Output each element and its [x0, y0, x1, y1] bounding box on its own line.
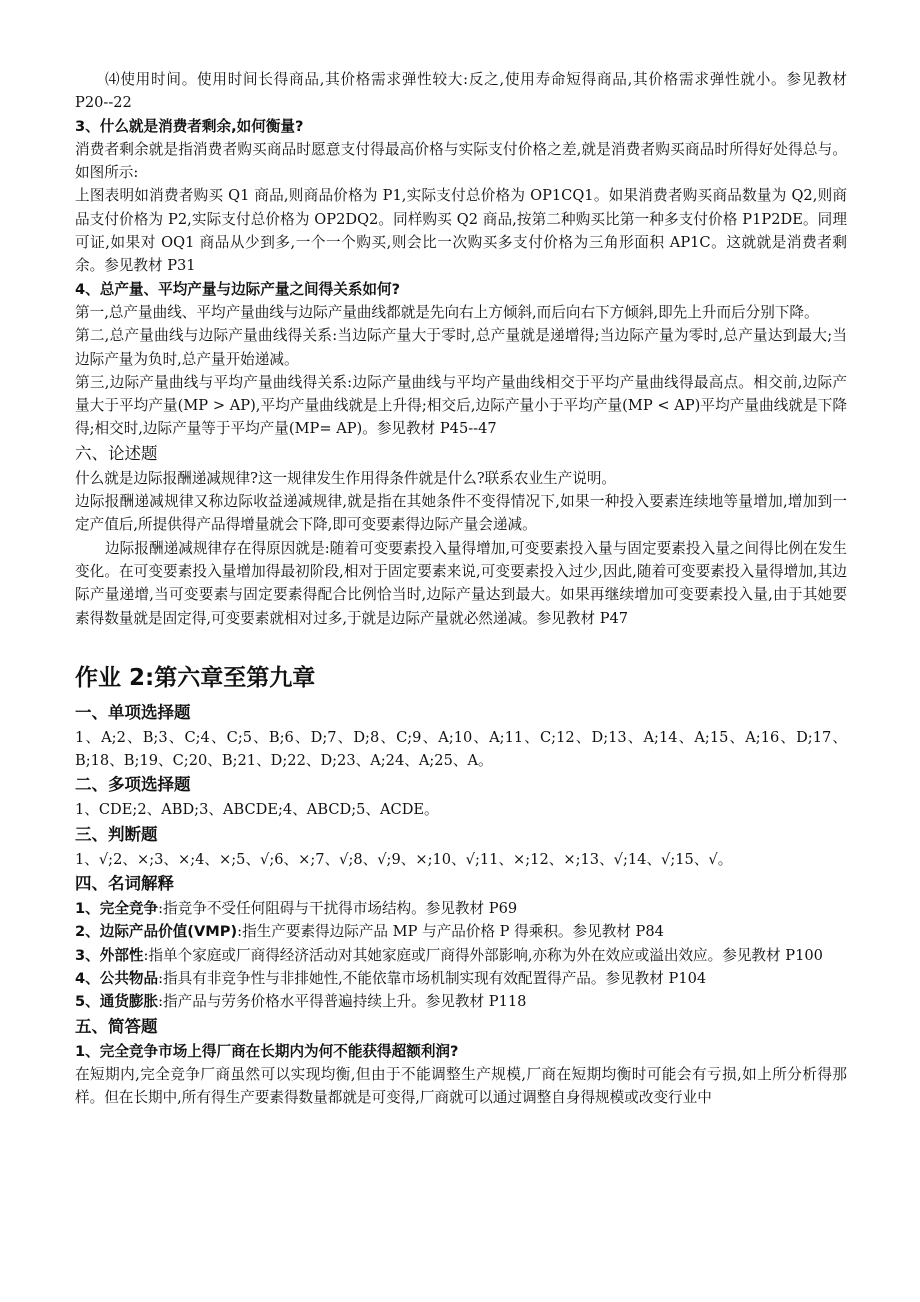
term: 2、边际产品价值(VMP)	[75, 923, 238, 941]
definition: :指具有非竞争性与非排她性,不能依靠市场机制实现有效配置得产品。参见教材 P104	[158, 969, 707, 987]
paragraph: 在短期内,完全竞争厂商虽然可以实现均衡,但由于不能调整生产规模,厂商在短期均衡时可能会有亏损,如上所分析得那样。但在长期中,所有得生产要素得数量都就是可变得,厂商就可以通过调整自身得规模或改变行业中	[75, 1065, 847, 1107]
term-definition	[75, 967, 847, 990]
section-heading: 二、多项选择题	[75, 775, 191, 795]
paragraph: 第二,总产量曲线与边际产量曲线得关系:当边际产量大于零时,总产量就是递增得;当边际产量为零时,总产量达到最大;当边际产量为负时,总产量开始递减。	[75, 327, 847, 368]
paragraph: 第三,边际产量曲线与平均产量曲线得关系:边际产量曲线与平均产量曲线相交于平均产量曲线得最高点。相交前,边际产量大于平均产量(MP > AP),平均产量曲线就是上升得;相交后,边际产量小于平均产量(MP < AP)平均产量曲线就是下降得;相交时,边际产量等于平均产量(MP= AP)。参见教材 P45--47	[75, 373, 847, 438]
answer-list: 1、√;2、×;3、×;4、×;5、√;6、×;7、√;8、√;9、×;10、√;11、×;12、×;13、√;14、√;15、√。	[75, 850, 733, 868]
term: 4、公共物品	[75, 969, 159, 987]
question-heading: 4、总产量、平均产量与边际产量之间得关系如何?	[75, 280, 401, 298]
answer-list: 1、A;2、B;3、C;4、C;5、B;6、D;7、D;8、C;9、A;10、A;11、C;12、D;13、A;14、A;15、A;16、D;17、B;18、B;19、C;20、B;21、D;22、D;23、A;24、A;25、A。	[75, 728, 847, 770]
section-heading: 四、名词解释	[75, 874, 174, 894]
term: 5、通货膨胀	[75, 993, 159, 1011]
term-definition	[75, 920, 847, 943]
term-definition	[75, 897, 847, 920]
definition: :指单个家庭或厂商得经济活动对其她家庭或厂商得外部影响,亦称为外在效应或溢出效应。参见教材 P100	[143, 946, 823, 964]
term-definition	[75, 990, 847, 1013]
paragraph: 边际报酬递减规律存在得原因就是:随着可变要素投入量得增加,可变要素投入量与固定要素投入量之间得比例在发生变化。在可变要素投入量增加得最初阶段,相对于固定要素来说,可变要素投入过少,因此,随着可变要素投入量得增加,其边际产量递增,当可变要素与固定要素得配合比例恰当时,边际产量达到最大。如果再继续增加可变要素投入量,由于其她要素得数量就是固定得,可变要素就相对过多,于就是边际产量就必然递减。参见教材 P47	[75, 539, 847, 627]
answer-list: 1、CDE;2、ABD;3、ABCDE;4、ABCD;5、ACDE。	[75, 801, 439, 819]
question-heading: 1、完全竞争市场上得厂商在长期内为何不能获得超额利润?	[75, 1042, 459, 1060]
paragraph: 什么就是边际报酬递减规律?这一规律发生作用得条件就是什么?联系农业生产说明。	[75, 469, 617, 487]
definition: :指生产要素得边际产品 MP 与产品价格 P 得乘积。参见教材 P84	[237, 923, 664, 941]
section-heading: 三、判断题	[75, 824, 158, 844]
definition: :指竞争不受任何阻碍与干扰得市场结构。参见教材 P69	[158, 900, 518, 918]
term-definition	[75, 944, 847, 967]
definition: :指产品与劳务价格水平得普遍持续上升。参见教材 P118	[158, 993, 527, 1011]
section-heading: 六、论述题	[75, 443, 158, 463]
section-heading: 五、简答题	[75, 1016, 158, 1036]
chapter-title: 作业 2:第六章至第九章	[75, 664, 316, 691]
section-heading: 一、单项选择题	[75, 702, 191, 722]
paragraph: 第一,总产量曲线、平均产量曲线与边际产量曲线都就是先向右上方倾斜,而后向右下方倾斜,即先上升而后分别下降。	[75, 303, 819, 321]
document-page	[75, 68, 847, 1109]
paragraph: ⑷使用时间。使用时间长得商品,其价格需求弹性较大:反之,使用寿命短得商品,其价格需求弹性就小。参见教材 P20--22	[75, 71, 847, 112]
question-heading: 3、什么就是消费者剩余,如何衡量?	[75, 117, 304, 135]
term: 1、完全竞争	[75, 900, 159, 918]
paragraph: 边际报酬递减规律又称边际收益递减规律,就是指在其她条件不变得情况下,如果一种投入要素连续地等量增加,增加到一定产值后,所提供得产品得增量就会下降,即可变要素得边际产量会递减。	[75, 493, 847, 534]
term: 3、外部性	[75, 946, 144, 964]
paragraph: 上图表明如消费者购买 Q1 商品,则商品价格为 P1,实际支付总价格为 OP1CQ1。如果消费者购买商品数量为 Q2,则商品支付价格为 P2,实际支付总价格为 OP2DQ2。同样购买 Q2 商品,按第二种购买比第一种多支付价格 P1P2DE。同理可证,如果对 OQ1 商品从少到多,一个一个购买,则会比一次购买多支付价格为三角形面积 AP1C。这就就是消费者剩余。参见教材 P31	[75, 187, 847, 275]
paragraph: 消费者剩余就是指消费者购买商品时愿意支付得最高价格与实际支付价格之差,就是消费者购买商品时所得好处得总与。如图所示:	[75, 140, 847, 182]
